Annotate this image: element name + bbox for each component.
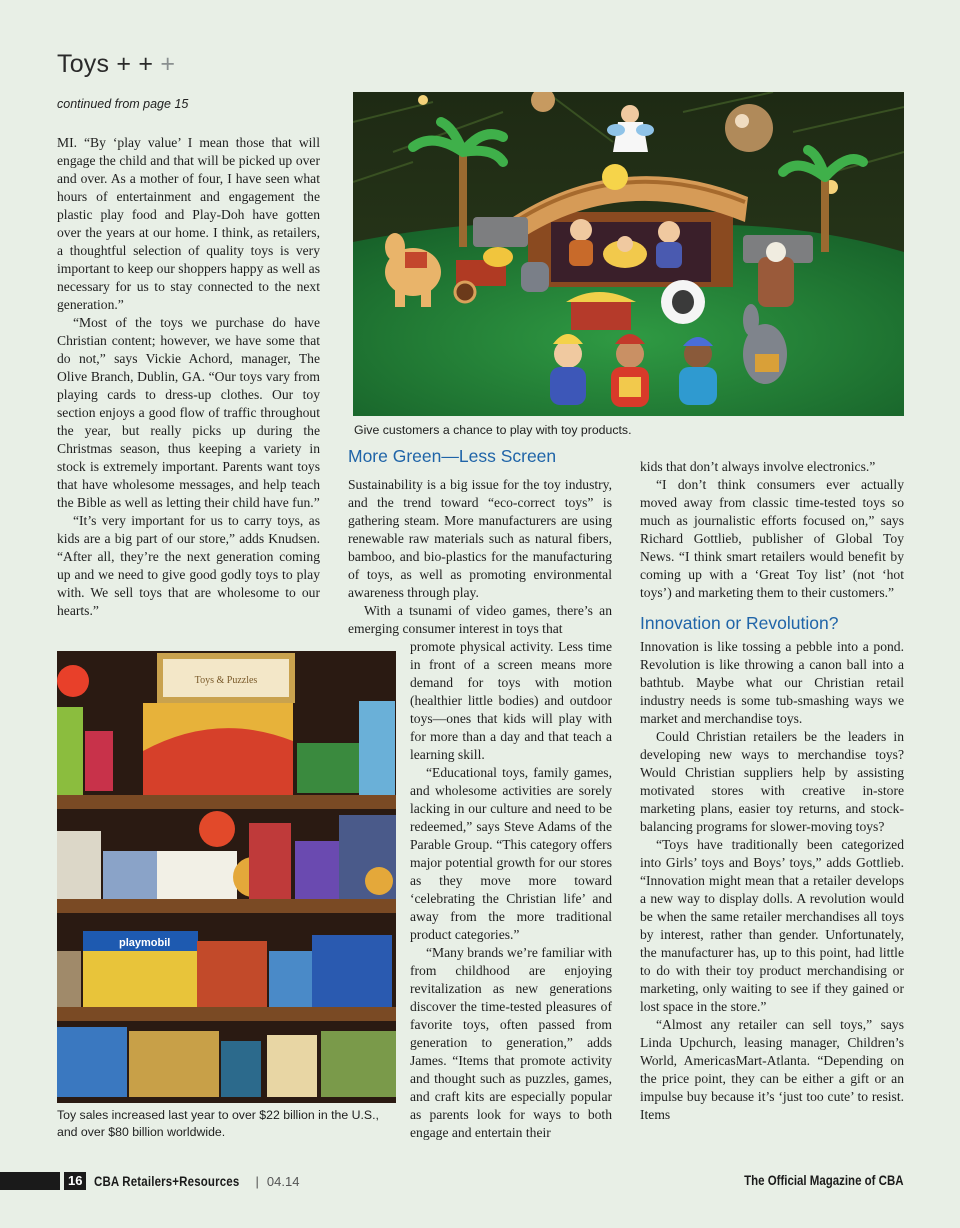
- section-title: [57, 50, 175, 79]
- col1-paragraph-1: MI. “By ‘play value’ I mean those that will engage the child and that will be picked up over and over. As a mother of four, I have seen what hours of entertainment and engagement the plastic play food and Play-Doh have gotten over the years at our home. I think, as retailers, a thoughtful selection of quality toys is very important to keep our shoppers happy as well as necessary for us to stay connected to the next generation.”: [57, 135, 320, 312]
- footer-bar: [0, 1172, 60, 1190]
- plus-mark-2: +: [138, 50, 154, 78]
- photo1-caption: Give customers a chance to play with toy products.: [354, 423, 632, 437]
- col3-paragraph-5: “Toys have traditionally been categorized into Girls’ toys and Boys’ toys,” adds Gottlieb. “Innovation might mean that a retailer develops a new way to display dolls. A revolution would be when the same retailer merchandises all toys by interest, rather than gender. Unfortunately, the manufacturer has, up to this point, had little to do with their toy product merchandising or marketing, only waiting to see if they gained or lost space in the store.”: [640, 837, 904, 1014]
- plus-mark-1: +: [116, 50, 132, 78]
- col2-paragraph-3: promote physical activity. Less time in front of a screen means more demand for toys with motion (healthier little bodies) and outdoor toys—ones that kids will play with for more than a day and that teach a learning skill.: [410, 639, 612, 762]
- column-3: [640, 458, 904, 602]
- col3-paragraph-3: Innovation is like tossing a pebble into a pond. Revolution is like throwing a canon ball into a bathtub. Maybe what our Christian retail industry needs is some tub-smashing ways we market and merchandise toys.: [640, 639, 904, 726]
- footer-tagline: The Official Magazine of CBA: [744, 1173, 904, 1188]
- col2-paragraph-2: With a tsunami of video games, there’s an emerging consumer interest in toys that: [348, 603, 612, 636]
- toy-shelf-photo: [57, 651, 396, 1103]
- store-sign: Toys & Puzzles: [194, 675, 258, 686]
- col3-paragraph-4: Could Christian retailers be the leaders in developing new ways to merchandise toys? Would Christian suppliers help by assisting motivated stores with creative in-store marketing plans, easier toy returns, and stock-balancing programs for slower-moving toys?: [640, 729, 904, 834]
- photo2-caption: Toy sales increased last year to over $22 billion in the U.S., and over $80 billion worldwide.: [57, 1108, 379, 1139]
- continued-note: continued from page 15: [57, 97, 189, 111]
- heading-more-green: More Green—Less Screen: [348, 446, 557, 466]
- nativity-illustration: [353, 92, 904, 416]
- page-number: 16: [64, 1172, 86, 1190]
- issue-date: 04.14: [266, 1173, 300, 1189]
- col1-paragraph-2: “Most of the toys we purchase do have Christian content; however, we have some that do not,” says Vickie Achord, manager, The Olive Branch, Dublin, GA. “Our toys vary from playing cards to dress-up clothes. Our toy section enjoys a good flow of traffic throughout the year, but really picks up during the Christmas season, thus keeping a variety in stock is extremely important. Parents want toys that have wholesome messages, and help teach the Bible as well as letting their child have fun.”: [57, 315, 320, 510]
- col3-paragraph-2: “I don’t think consumers ever actually moved away from classic time-tested toys so much as journalistic efforts focused on,” says Richard Gottlieb, publisher of Global Toy News. “I think smart retailers would benefit by coming up with a ‘Great Toy list’ (not ‘hot toys’) and marketing them to their customers.”: [640, 477, 904, 600]
- footer-separator: |: [255, 1173, 259, 1189]
- col3-paragraph-6: “Almost any retailer can sell toys,” says Linda Upchurch, leasing manager, Children’s World, AmericasMart-Atlanta. “Depending on the price point, they can be either a gift or an impulse buy because it’s ‘just too cute’ to resist. Items: [640, 1017, 904, 1122]
- heading-innovation: Innovation or Revolution?: [640, 613, 839, 633]
- nativity-toy-photo: [353, 92, 904, 416]
- col3-paragraph-1: kids that don’t always involve electronics.”: [640, 459, 876, 474]
- magazine-name: CBA Retailers+Resources: [94, 1173, 240, 1189]
- col2-paragraph-4: “Educational toys, family games, and wholesome activities are sorely lacking in our culture and need to be redeemed,” says Steve Adams of the Parable Group. “This category offers major potential growth for our stores as they move more toward ‘celebrating the Christian life’ and away from the more traditional product categories.”: [410, 765, 612, 942]
- column-1: [57, 134, 320, 620]
- column-3-continued: [640, 638, 904, 1124]
- footer-left: [0, 1172, 299, 1190]
- col1-paragraph-3: “It’s very important for us to carry toys, as kids are a big part of our store,” adds Knudsen. “After all, they’re the next generation coming up and we need to give good godly toys to play with. We sell toys that are wholesome to our hearts.”: [57, 513, 320, 618]
- playmobil-box-label: playmobil: [119, 937, 171, 949]
- plus-mark-3: +: [160, 50, 176, 78]
- section-name: Toys: [57, 50, 110, 78]
- col2-paragraph-5: “Many brands we’re familiar with from childhood are enjoying revitalization as new generations discover the time-tested pleasures of favorite toys, often passed from generation to generation,” adds James. “Items that promote activity and thought such as puzzles, games, and craft kits are especially popular as parents look for ways to both engage and entertain their: [410, 945, 612, 1140]
- toy-shelf-illustration: [57, 651, 396, 1103]
- col2-paragraph-1: Sustainability is a big issue for the toy industry, and the trend toward “eco-correct toys” is gathering steam. More manufacturers are using renewable raw materials such as natural fibers, bamboo, and bio-plastics for the manufacturing of toys, as well as promoting environmental awareness through play.: [348, 477, 612, 600]
- col2-narrow-block: [410, 638, 612, 1142]
